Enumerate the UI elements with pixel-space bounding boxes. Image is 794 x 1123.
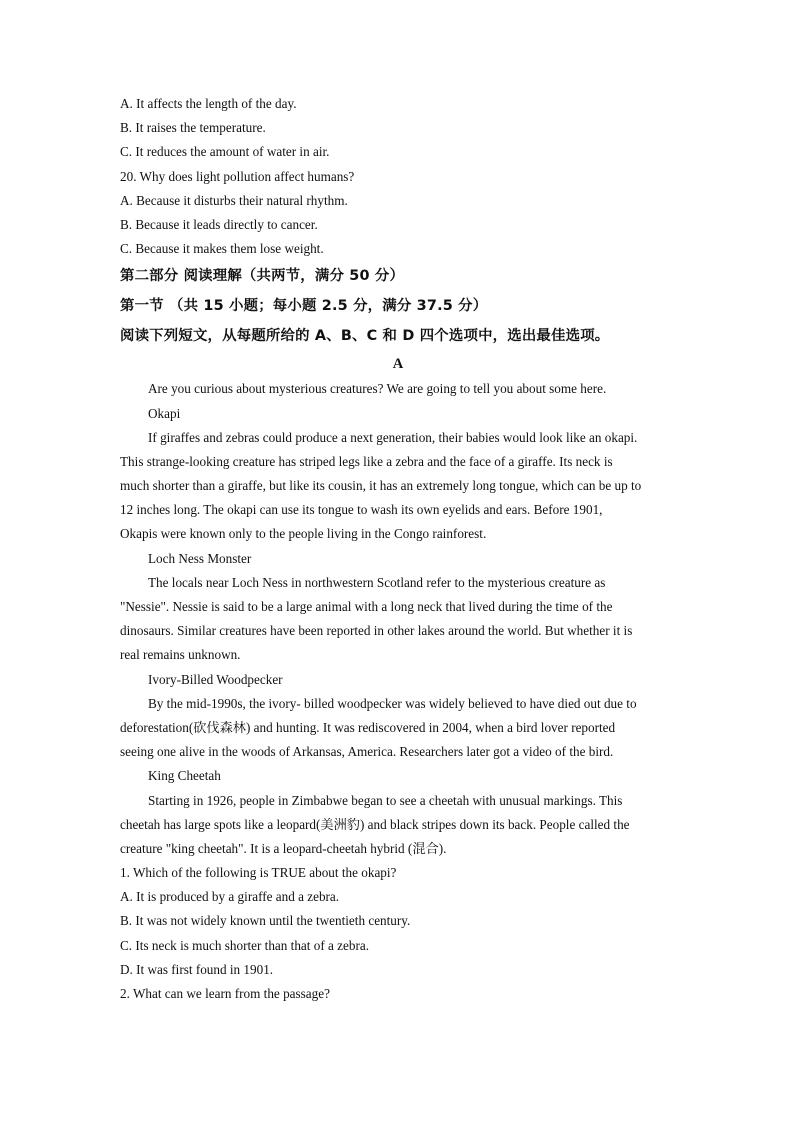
paragraph-line: This strange-looking creature has striped legs like a zebra and the face of a giraffe. Its neck is <box>120 453 613 469</box>
paragraph-line: 12 inches long. The okapi can use its tongue to wash its own eyelids and ears. Before 1901, <box>120 502 603 518</box>
paragraph-line: deforestation(砍伐森林) and hunting. It was rediscovered in 2004, when a bird lover reported <box>120 719 616 735</box>
paragraph-line: cheetah has large spots like a leopard(美洲豹) and black stripes down its back. People called the <box>120 816 630 832</box>
q19-option-a: A. It affects the length of the day. <box>120 96 297 111</box>
paragraph-line: Okapis were known only to the people living in the Congo rainforest. <box>120 526 487 542</box>
woodpecker-title: Ivory-Billed Woodpecker <box>148 671 283 687</box>
paragraph-line: creature "king cheetah". It is a leopard-cheetah hybrid (混合). <box>120 840 447 856</box>
passage-label: A <box>392 356 404 373</box>
paragraph-line: dinosaurs. Similar creatures have been reported in other lakes around the world. But whether it is <box>120 623 633 639</box>
paragraph-line: If giraffes and zebras could produce a next generation, their babies would look like an okapi. <box>148 429 638 445</box>
okapi-title: Okapi <box>148 405 181 421</box>
q20-option-b: B. Because it leads directly to cancer. <box>120 216 318 232</box>
section1-title: 第一节 （共 15 小题；每小题 2.5 分，满分 37.5 分） <box>120 298 488 315</box>
paragraph-line: Starting in 1926, people in Zimbabwe began to see a cheetah with unusual markings. This <box>148 792 623 808</box>
q19-option-c: C. It reduces the amount of water in air. <box>120 144 330 160</box>
q1-question: 1. Which of the following is TRUE about the okapi? <box>120 865 397 881</box>
q1-option-b: B. It was not widely known until the twentieth century. <box>120 913 411 929</box>
part2-title: 第二部分 阅读理解（共两节，满分 50 分） <box>120 268 405 285</box>
paragraph-line: The locals near Loch Ness in northwestern Scotland refer to the mysterious creature as <box>148 574 606 590</box>
q1-option-c: C. Its neck is much shorter than that of a zebra. <box>120 937 370 953</box>
paragraph-line: much shorter than a giraffe, but like its cousin, it has an extremely long tongue, which can be up to <box>120 478 642 494</box>
cheetah-title: King Cheetah <box>148 768 221 784</box>
instruction: 阅读下列短文，从每题所给的 A、B、C 和 D 四个选项中，选出最佳选项。 <box>120 328 610 345</box>
exam-page <box>120 92 680 1006</box>
q20-option-c: C. Because it makes them lose weight. <box>120 241 324 257</box>
q2-question: 2. What can we learn from the passage? <box>120 986 330 1001</box>
q20-option-a: A. Because it disturbs their natural rhythm. <box>120 192 348 208</box>
q20-question: 20. Why does light pollution affect humans? <box>120 168 355 184</box>
paragraph-line: By the mid-1990s, the ivory- billed woodpecker was widely believed to have died out due to <box>148 695 637 711</box>
paragraph-line: "Nessie". Nessie is said to be a large animal with a long neck that lived during the time of the <box>120 599 613 614</box>
q1-option-a: A. It is produced by a giraffe and a zebra. <box>120 889 340 905</box>
paragraph-line: real remains unknown. <box>120 647 241 663</box>
paragraph-line: seeing one alive in the woods of Arkansas, America. Researchers later got a video of the bird. <box>120 744 614 760</box>
q1-option-d: D. It was first found in 1901. <box>120 961 274 977</box>
q19-option-b: B. It raises the temperature. <box>120 120 266 136</box>
passage-intro: Are you curious about mysterious creatures? We are going to tell you about some here. <box>148 381 607 397</box>
nessie-title: Loch Ness Monster <box>148 550 252 566</box>
